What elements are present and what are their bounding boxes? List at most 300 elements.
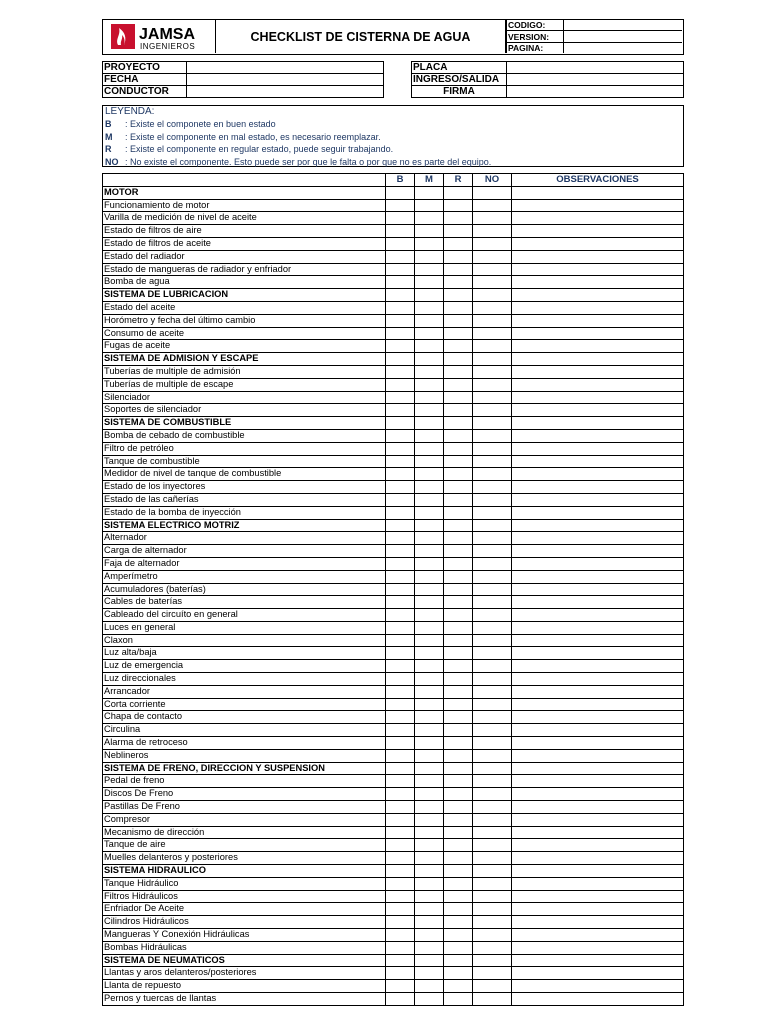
check-r-cell[interactable]: [444, 545, 473, 558]
check-m-cell[interactable]: [415, 557, 444, 570]
check-m-cell[interactable]: [415, 365, 444, 378]
check-b-cell[interactable]: [386, 762, 415, 775]
check-b-cell[interactable]: [386, 711, 415, 724]
check-no-cell[interactable]: [473, 724, 512, 737]
check-no-cell[interactable]: [473, 596, 512, 609]
check-r-cell[interactable]: [444, 711, 473, 724]
check-b-cell[interactable]: [386, 929, 415, 942]
check-r-cell[interactable]: [444, 660, 473, 673]
observation-cell[interactable]: [512, 250, 684, 263]
check-b-cell[interactable]: [386, 314, 415, 327]
check-m-cell[interactable]: [415, 289, 444, 302]
check-b-cell[interactable]: [386, 455, 415, 468]
check-no-cell[interactable]: [473, 813, 512, 826]
check-m-cell[interactable]: [415, 391, 444, 404]
check-r-cell[interactable]: [444, 301, 473, 314]
check-no-cell[interactable]: [473, 749, 512, 762]
check-b-cell[interactable]: [386, 775, 415, 788]
check-r-cell[interactable]: [444, 442, 473, 455]
check-r-cell[interactable]: [444, 557, 473, 570]
observation-cell[interactable]: [512, 801, 684, 814]
observation-cell[interactable]: [512, 289, 684, 302]
check-r-cell[interactable]: [444, 263, 473, 276]
check-no-cell[interactable]: [473, 583, 512, 596]
check-no-cell[interactable]: [473, 839, 512, 852]
check-m-cell[interactable]: [415, 263, 444, 276]
observation-cell[interactable]: [512, 570, 684, 583]
check-no-cell[interactable]: [473, 289, 512, 302]
check-m-cell[interactable]: [415, 993, 444, 1006]
check-r-cell[interactable]: [444, 417, 473, 430]
check-m-cell[interactable]: [415, 954, 444, 967]
observation-cell[interactable]: [512, 468, 684, 481]
check-m-cell[interactable]: [415, 967, 444, 980]
observation-cell[interactable]: [512, 391, 684, 404]
check-b-cell[interactable]: [386, 301, 415, 314]
check-no-cell[interactable]: [473, 660, 512, 673]
check-m-cell[interactable]: [415, 519, 444, 532]
check-m-cell[interactable]: [415, 545, 444, 558]
check-r-cell[interactable]: [444, 788, 473, 801]
observation-cell[interactable]: [512, 596, 684, 609]
observation-cell[interactable]: [512, 980, 684, 993]
observation-cell[interactable]: [512, 813, 684, 826]
check-r-cell[interactable]: [444, 314, 473, 327]
check-b-cell[interactable]: [386, 967, 415, 980]
check-b-cell[interactable]: [386, 685, 415, 698]
check-no-cell[interactable]: [473, 506, 512, 519]
check-b-cell[interactable]: [386, 673, 415, 686]
check-m-cell[interactable]: [415, 353, 444, 366]
check-r-cell[interactable]: [444, 225, 473, 238]
check-no-cell[interactable]: [473, 545, 512, 558]
check-r-cell[interactable]: [444, 685, 473, 698]
check-r-cell[interactable]: [444, 698, 473, 711]
check-m-cell[interactable]: [415, 801, 444, 814]
observation-cell[interactable]: [512, 519, 684, 532]
observation-cell[interactable]: [512, 724, 684, 737]
check-b-cell[interactable]: [386, 429, 415, 442]
check-b-cell[interactable]: [386, 365, 415, 378]
check-m-cell[interactable]: [415, 468, 444, 481]
check-m-cell[interactable]: [415, 212, 444, 225]
check-b-cell[interactable]: [386, 263, 415, 276]
check-m-cell[interactable]: [415, 749, 444, 762]
check-r-cell[interactable]: [444, 967, 473, 980]
check-m-cell[interactable]: [415, 186, 444, 199]
check-no-cell[interactable]: [473, 340, 512, 353]
check-no-cell[interactable]: [473, 916, 512, 929]
check-m-cell[interactable]: [415, 852, 444, 865]
check-no-cell[interactable]: [473, 314, 512, 327]
check-r-cell[interactable]: [444, 378, 473, 391]
check-m-cell[interactable]: [415, 404, 444, 417]
check-no-cell[interactable]: [473, 186, 512, 199]
check-m-cell[interactable]: [415, 698, 444, 711]
check-m-cell[interactable]: [415, 634, 444, 647]
check-r-cell[interactable]: [444, 289, 473, 302]
check-r-cell[interactable]: [444, 237, 473, 250]
check-m-cell[interactable]: [415, 647, 444, 660]
check-m-cell[interactable]: [415, 775, 444, 788]
observation-cell[interactable]: [512, 378, 684, 391]
check-m-cell[interactable]: [415, 532, 444, 545]
check-no-cell[interactable]: [473, 954, 512, 967]
observation-cell[interactable]: [512, 557, 684, 570]
observation-cell[interactable]: [512, 506, 684, 519]
observation-cell[interactable]: [512, 481, 684, 494]
check-m-cell[interactable]: [415, 903, 444, 916]
check-r-cell[interactable]: [444, 954, 473, 967]
check-r-cell[interactable]: [444, 391, 473, 404]
check-m-cell[interactable]: [415, 429, 444, 442]
observation-cell[interactable]: [512, 839, 684, 852]
check-m-cell[interactable]: [415, 481, 444, 494]
check-b-cell[interactable]: [386, 954, 415, 967]
check-m-cell[interactable]: [415, 877, 444, 890]
check-no-cell[interactable]: [473, 877, 512, 890]
ingreso-field[interactable]: [507, 74, 684, 86]
check-no-cell[interactable]: [473, 673, 512, 686]
observation-cell[interactable]: [512, 532, 684, 545]
observation-cell[interactable]: [512, 737, 684, 750]
check-no-cell[interactable]: [473, 685, 512, 698]
check-r-cell[interactable]: [444, 801, 473, 814]
check-b-cell[interactable]: [386, 839, 415, 852]
observation-cell[interactable]: [512, 276, 684, 289]
check-b-cell[interactable]: [386, 890, 415, 903]
check-m-cell[interactable]: [415, 276, 444, 289]
check-b-cell[interactable]: [386, 583, 415, 596]
check-r-cell[interactable]: [444, 519, 473, 532]
check-m-cell[interactable]: [415, 916, 444, 929]
observation-cell[interactable]: [512, 916, 684, 929]
codigo-field[interactable]: [564, 20, 683, 31]
placa-field[interactable]: [507, 62, 684, 74]
observation-cell[interactable]: [512, 711, 684, 724]
observation-cell[interactable]: [512, 890, 684, 903]
check-m-cell[interactable]: [415, 839, 444, 852]
check-r-cell[interactable]: [444, 212, 473, 225]
check-r-cell[interactable]: [444, 826, 473, 839]
check-m-cell[interactable]: [415, 813, 444, 826]
observation-cell[interactable]: [512, 583, 684, 596]
check-m-cell[interactable]: [415, 711, 444, 724]
check-b-cell[interactable]: [386, 289, 415, 302]
observation-cell[interactable]: [512, 788, 684, 801]
conductor-field[interactable]: [187, 86, 384, 98]
check-r-cell[interactable]: [444, 762, 473, 775]
check-r-cell[interactable]: [444, 673, 473, 686]
check-m-cell[interactable]: [415, 340, 444, 353]
check-m-cell[interactable]: [415, 980, 444, 993]
observation-cell[interactable]: [512, 967, 684, 980]
observation-cell[interactable]: [512, 685, 684, 698]
check-b-cell[interactable]: [386, 225, 415, 238]
check-r-cell[interactable]: [444, 455, 473, 468]
check-no-cell[interactable]: [473, 737, 512, 750]
check-m-cell[interactable]: [415, 762, 444, 775]
check-b-cell[interactable]: [386, 391, 415, 404]
check-r-cell[interactable]: [444, 276, 473, 289]
observation-cell[interactable]: [512, 826, 684, 839]
check-no-cell[interactable]: [473, 852, 512, 865]
observation-cell[interactable]: [512, 865, 684, 878]
observation-cell[interactable]: [512, 442, 684, 455]
check-no-cell[interactable]: [473, 698, 512, 711]
observation-cell[interactable]: [512, 455, 684, 468]
check-b-cell[interactable]: [386, 788, 415, 801]
check-no-cell[interactable]: [473, 634, 512, 647]
check-m-cell[interactable]: [415, 673, 444, 686]
check-r-cell[interactable]: [444, 340, 473, 353]
check-r-cell[interactable]: [444, 634, 473, 647]
check-no-cell[interactable]: [473, 621, 512, 634]
check-no-cell[interactable]: [473, 455, 512, 468]
observation-cell[interactable]: [512, 929, 684, 942]
check-m-cell[interactable]: [415, 788, 444, 801]
check-no-cell[interactable]: [473, 378, 512, 391]
check-r-cell[interactable]: [444, 353, 473, 366]
check-no-cell[interactable]: [473, 903, 512, 916]
check-r-cell[interactable]: [444, 877, 473, 890]
check-b-cell[interactable]: [386, 826, 415, 839]
check-m-cell[interactable]: [415, 417, 444, 430]
check-b-cell[interactable]: [386, 545, 415, 558]
observation-cell[interactable]: [512, 301, 684, 314]
observation-cell[interactable]: [512, 673, 684, 686]
check-no-cell[interactable]: [473, 353, 512, 366]
check-m-cell[interactable]: [415, 596, 444, 609]
check-m-cell[interactable]: [415, 301, 444, 314]
check-b-cell[interactable]: [386, 340, 415, 353]
check-b-cell[interactable]: [386, 993, 415, 1006]
observation-cell[interactable]: [512, 327, 684, 340]
check-no-cell[interactable]: [473, 890, 512, 903]
check-no-cell[interactable]: [473, 237, 512, 250]
check-m-cell[interactable]: [415, 250, 444, 263]
check-r-cell[interactable]: [444, 775, 473, 788]
check-b-cell[interactable]: [386, 212, 415, 225]
check-r-cell[interactable]: [444, 916, 473, 929]
check-no-cell[interactable]: [473, 929, 512, 942]
check-b-cell[interactable]: [386, 199, 415, 212]
check-no-cell[interactable]: [473, 557, 512, 570]
check-no-cell[interactable]: [473, 647, 512, 660]
check-b-cell[interactable]: [386, 660, 415, 673]
observation-cell[interactable]: [512, 340, 684, 353]
check-m-cell[interactable]: [415, 583, 444, 596]
observation-cell[interactable]: [512, 621, 684, 634]
check-r-cell[interactable]: [444, 941, 473, 954]
check-r-cell[interactable]: [444, 737, 473, 750]
check-r-cell[interactable]: [444, 186, 473, 199]
observation-cell[interactable]: [512, 647, 684, 660]
check-r-cell[interactable]: [444, 570, 473, 583]
check-b-cell[interactable]: [386, 724, 415, 737]
check-b-cell[interactable]: [386, 749, 415, 762]
check-b-cell[interactable]: [386, 468, 415, 481]
check-r-cell[interactable]: [444, 596, 473, 609]
check-b-cell[interactable]: [386, 327, 415, 340]
check-no-cell[interactable]: [473, 519, 512, 532]
check-m-cell[interactable]: [415, 865, 444, 878]
check-no-cell[interactable]: [473, 429, 512, 442]
check-b-cell[interactable]: [386, 621, 415, 634]
check-b-cell[interactable]: [386, 186, 415, 199]
check-r-cell[interactable]: [444, 929, 473, 942]
observation-cell[interactable]: [512, 417, 684, 430]
proyecto-field[interactable]: [187, 62, 384, 74]
observation-cell[interactable]: [512, 493, 684, 506]
observation-cell[interactable]: [512, 263, 684, 276]
check-m-cell[interactable]: [415, 826, 444, 839]
observation-cell[interactable]: [512, 941, 684, 954]
check-no-cell[interactable]: [473, 826, 512, 839]
check-no-cell[interactable]: [473, 481, 512, 494]
check-no-cell[interactable]: [473, 225, 512, 238]
check-b-cell[interactable]: [386, 276, 415, 289]
check-r-cell[interactable]: [444, 532, 473, 545]
observation-cell[interactable]: [512, 775, 684, 788]
check-b-cell[interactable]: [386, 698, 415, 711]
check-m-cell[interactable]: [415, 314, 444, 327]
check-no-cell[interactable]: [473, 993, 512, 1006]
observation-cell[interactable]: [512, 749, 684, 762]
check-b-cell[interactable]: [386, 813, 415, 826]
check-b-cell[interactable]: [386, 596, 415, 609]
observation-cell[interactable]: [512, 199, 684, 212]
check-b-cell[interactable]: [386, 570, 415, 583]
check-m-cell[interactable]: [415, 199, 444, 212]
check-b-cell[interactable]: [386, 378, 415, 391]
check-r-cell[interactable]: [444, 506, 473, 519]
check-no-cell[interactable]: [473, 327, 512, 340]
check-no-cell[interactable]: [473, 212, 512, 225]
check-m-cell[interactable]: [415, 493, 444, 506]
check-m-cell[interactable]: [415, 941, 444, 954]
observation-cell[interactable]: [512, 429, 684, 442]
check-no-cell[interactable]: [473, 865, 512, 878]
check-r-cell[interactable]: [444, 429, 473, 442]
version-field[interactable]: [564, 31, 683, 42]
check-b-cell[interactable]: [386, 737, 415, 750]
check-r-cell[interactable]: [444, 609, 473, 622]
check-no-cell[interactable]: [473, 442, 512, 455]
check-r-cell[interactable]: [444, 327, 473, 340]
check-r-cell[interactable]: [444, 724, 473, 737]
check-r-cell[interactable]: [444, 404, 473, 417]
check-no-cell[interactable]: [473, 263, 512, 276]
check-no-cell[interactable]: [473, 532, 512, 545]
check-b-cell[interactable]: [386, 353, 415, 366]
check-m-cell[interactable]: [415, 570, 444, 583]
check-r-cell[interactable]: [444, 583, 473, 596]
check-no-cell[interactable]: [473, 417, 512, 430]
check-r-cell[interactable]: [444, 647, 473, 660]
check-no-cell[interactable]: [473, 801, 512, 814]
check-m-cell[interactable]: [415, 506, 444, 519]
check-m-cell[interactable]: [415, 442, 444, 455]
check-no-cell[interactable]: [473, 276, 512, 289]
check-b-cell[interactable]: [386, 250, 415, 263]
check-m-cell[interactable]: [415, 685, 444, 698]
check-r-cell[interactable]: [444, 813, 473, 826]
observation-cell[interactable]: [512, 993, 684, 1006]
check-no-cell[interactable]: [473, 391, 512, 404]
check-m-cell[interactable]: [415, 660, 444, 673]
check-b-cell[interactable]: [386, 980, 415, 993]
fecha-field[interactable]: [187, 74, 384, 86]
observation-cell[interactable]: [512, 762, 684, 775]
observation-cell[interactable]: [512, 954, 684, 967]
check-no-cell[interactable]: [473, 967, 512, 980]
check-no-cell[interactable]: [473, 570, 512, 583]
check-m-cell[interactable]: [415, 455, 444, 468]
check-no-cell[interactable]: [473, 762, 512, 775]
check-r-cell[interactable]: [444, 250, 473, 263]
check-r-cell[interactable]: [444, 903, 473, 916]
check-no-cell[interactable]: [473, 250, 512, 263]
check-b-cell[interactable]: [386, 852, 415, 865]
observation-cell[interactable]: [512, 225, 684, 238]
check-no-cell[interactable]: [473, 788, 512, 801]
check-b-cell[interactable]: [386, 237, 415, 250]
check-no-cell[interactable]: [473, 493, 512, 506]
observation-cell[interactable]: [512, 877, 684, 890]
check-b-cell[interactable]: [386, 481, 415, 494]
check-m-cell[interactable]: [415, 609, 444, 622]
check-m-cell[interactable]: [415, 237, 444, 250]
check-m-cell[interactable]: [415, 327, 444, 340]
check-r-cell[interactable]: [444, 621, 473, 634]
check-r-cell[interactable]: [444, 852, 473, 865]
observation-cell[interactable]: [512, 545, 684, 558]
check-b-cell[interactable]: [386, 609, 415, 622]
check-no-cell[interactable]: [473, 301, 512, 314]
check-m-cell[interactable]: [415, 724, 444, 737]
check-r-cell[interactable]: [444, 365, 473, 378]
check-r-cell[interactable]: [444, 980, 473, 993]
observation-cell[interactable]: [512, 903, 684, 916]
observation-cell[interactable]: [512, 314, 684, 327]
check-b-cell[interactable]: [386, 442, 415, 455]
firma-field[interactable]: [507, 86, 684, 98]
check-r-cell[interactable]: [444, 199, 473, 212]
check-no-cell[interactable]: [473, 941, 512, 954]
observation-cell[interactable]: [512, 212, 684, 225]
check-r-cell[interactable]: [444, 993, 473, 1006]
check-no-cell[interactable]: [473, 775, 512, 788]
check-r-cell[interactable]: [444, 839, 473, 852]
check-r-cell[interactable]: [444, 493, 473, 506]
check-m-cell[interactable]: [415, 225, 444, 238]
check-no-cell[interactable]: [473, 468, 512, 481]
observation-cell[interactable]: [512, 237, 684, 250]
check-b-cell[interactable]: [386, 506, 415, 519]
observation-cell[interactable]: [512, 852, 684, 865]
check-b-cell[interactable]: [386, 941, 415, 954]
observation-cell[interactable]: [512, 404, 684, 417]
check-b-cell[interactable]: [386, 532, 415, 545]
observation-cell[interactable]: [512, 660, 684, 673]
observation-cell[interactable]: [512, 186, 684, 199]
check-no-cell[interactable]: [473, 980, 512, 993]
check-b-cell[interactable]: [386, 404, 415, 417]
check-no-cell[interactable]: [473, 199, 512, 212]
check-b-cell[interactable]: [386, 519, 415, 532]
check-m-cell[interactable]: [415, 737, 444, 750]
